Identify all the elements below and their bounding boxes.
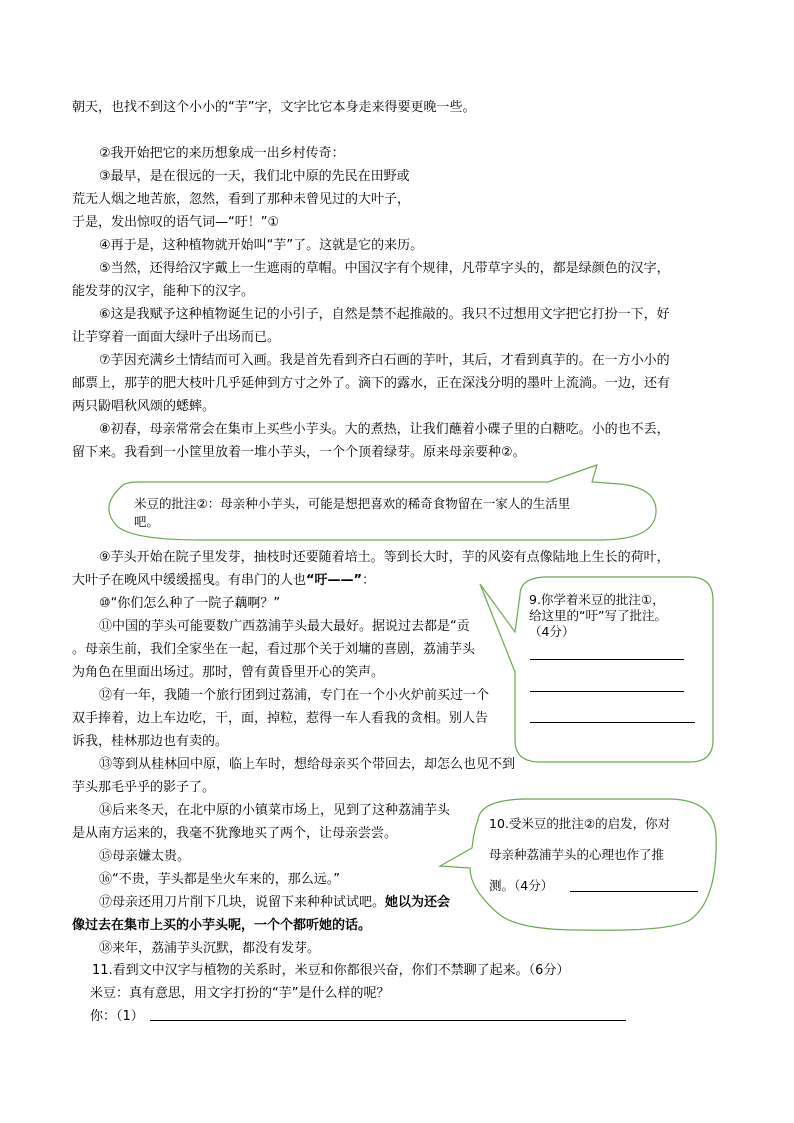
q9-line-2: 给这里的“吁”写了批注。 (529, 608, 667, 623)
paragraph-13-line-1: ⑬等到从桂林回中原，临上车时，想给母亲买个带回去，却怎么也见不到 (99, 757, 516, 772)
q9-answer-line-1[interactable] (530, 659, 684, 660)
paragraph-17-line-2: 像过去在集市上买的小芋头呢，一个个都听她的话。 (72, 918, 372, 933)
note2-line-1: 米豆的批注②：母亲种小芋头，可能是想把喜欢的稀奇食物留在一家人的生活里 (134, 496, 571, 511)
paragraph-7-line-2: 邮票上，那芋的肥大枝叶几乎延伸到方寸之外了。滴下的露水，正在深浅分明的墨叶上流淌。一边，还有 (72, 376, 671, 391)
paragraph-8-line-1: ⑧初春，母亲常常会在集市上买些小芋头。大的煮热，让我们蘸着小碟子里的白糖吃。小的也不丢， (99, 422, 670, 437)
paragraph-9-line-1: ⑨芋头开始在院子里发芽，抽枝时还要随着培土。等到长大时，芋的风姿有点像陆地上生长的荷叶， (99, 550, 670, 565)
paragraph-12-line-3: 诉我，桂林那边也有卖的。 (72, 734, 229, 749)
paragraph-6-line-2: 让芋穿着一面面大绿叶子出场而已。 (72, 330, 281, 345)
q10-answer-line[interactable] (570, 891, 698, 892)
paragraph-7-line-3: 两只鼢唱秋风颂的蟋蟀。 (72, 399, 216, 414)
q9-answer-line-3[interactable] (530, 722, 695, 723)
paragraph-6-line-1: ⑥这是我赋予这种植物诞生记的小引子，自然是禁不起推敲的。我只不过想用文字把它打扮一下，好 (99, 307, 670, 322)
paragraph-3-line-2: 荒无人烟之地苦旅，忽然，看到了那种未曾见过的大叶子， (72, 192, 411, 207)
paragraph-16: ⑯“不贵，芋头都是坐火车来的，那么远。” (99, 872, 340, 887)
q10-line-3: 测。（4分） (489, 878, 554, 893)
q10-line-1: 10.受米豆的批注②的启发，你对 (489, 816, 671, 831)
q9-line-1: 9.你学着米豆的批注①， (529, 592, 665, 607)
q11-answer-line-1[interactable] (150, 1020, 626, 1021)
q9-answer-line-2[interactable] (530, 691, 684, 692)
paragraph-11-line-1: ⑪中国的芋头可能要数广西荔浦芋头最大最好。据说过去都是“贡 (99, 619, 470, 634)
paragraph-12-line-2: 双手捧着，边上车边吃，干，面，掉粒，惹得一车人看我的贪相。别人告 (72, 711, 489, 726)
paragraph-3-line-1: ③最早，是在很远的一天，我们北中原的先民在田野或 (99, 169, 410, 184)
paragraph-12-line-1: ⑫有一年，我随一个旅行团到过荔浦，专门在一个小火炉前买过一个 (99, 688, 490, 703)
paragraph-17-line-1: ⑰母亲还用刀片削下几块，说留下来种种试试吧。她以为还会 (99, 895, 451, 910)
q11-prompt: 11.看到文中汉字与植物的关系时，米豆和你都很兴奋，你们不禁聊了起来。（6分） (92, 963, 570, 978)
mother-belief-emphasis: 她以为还会 (385, 895, 451, 910)
q10-line-2: 母亲种荔浦芋头的心理也作了推 (489, 847, 665, 862)
paragraph-14-line-1: ⑭后来冬天，在北中原的小镇菜市场上，见到了这种荔浦芋头 (99, 803, 451, 818)
paragraph-11-line-2: 。母亲生前，我们全家坐在一起，看过那个关于刘墉的喜剧，荔浦芋头 (72, 642, 476, 657)
paragraph-3-line-3: 于是，发出惊叹的语气词—“吁！”① (72, 215, 280, 230)
paragraph-13-line-2: 芋头那毛乎乎的影子了。 (72, 780, 216, 795)
paragraph-15: ⑮母亲嫌太贵。 (99, 849, 191, 864)
paragraph-7-line-1: ⑦芋因充满乡土情结而可入画。我是首先看到齐白石画的芋叶，其后，才看到真芋的。在一方小小的 (99, 353, 670, 368)
q11-you-label: 你：（1） (90, 1009, 144, 1024)
note2-line-2: 吧。 (134, 514, 160, 529)
paragraph-1-end: 朝天，也找不到这个小小的“芋”字，文字比它本身走来得要更晚一些。 (72, 100, 476, 115)
q11-midou-line: 米豆：真有意思，用文字打扮的“芋”是什么样的呢？ (90, 986, 390, 1001)
paragraph-8-line-2: 留下来。我看到一小筐里放着一堆小芋头，一个个顶着绿芽。原来母亲要种②。 (72, 445, 526, 460)
q11-you-line (90, 1008, 144, 1026)
paragraph-18: ⑱来年，荔浦芋头沉默，都没有发芽。 (99, 941, 321, 956)
paragraph-9-line-2: 大叶子在晚风中缓缓摇曳。有串门的人也“吁——”： (72, 573, 376, 588)
paragraph-10: ⑩“你们怎么种了一院子藕啊？” (99, 596, 281, 611)
sigh-exclamation: “吁——” (306, 573, 363, 588)
paragraph-5-line-2: 能发芽的汉字，能种下的汉字。 (72, 284, 255, 299)
q9-score: （4分） (529, 624, 575, 639)
paragraph-11-line-3: 为角色在里面出场过。那时，曾有黄昏里开心的笑声。 (72, 665, 385, 680)
paragraph-5-line-1: ⑤当然，还得给汉字戴上一生遮雨的草帽。中国汉字有个规律，凡带草字头的，都是绿颜色的汉字， (99, 261, 670, 276)
paragraph-14-line-2: 是从南方运来的，我毫不犹豫地买了两个，让母亲尝尝。 (72, 826, 398, 841)
paragraph-2: ②我开始把它的来历想象成一出乡村传奇： (99, 146, 345, 161)
paragraph-4: ④再于是，这种植物就开始叫“芋”了。这就是它的来历。 (99, 238, 424, 253)
